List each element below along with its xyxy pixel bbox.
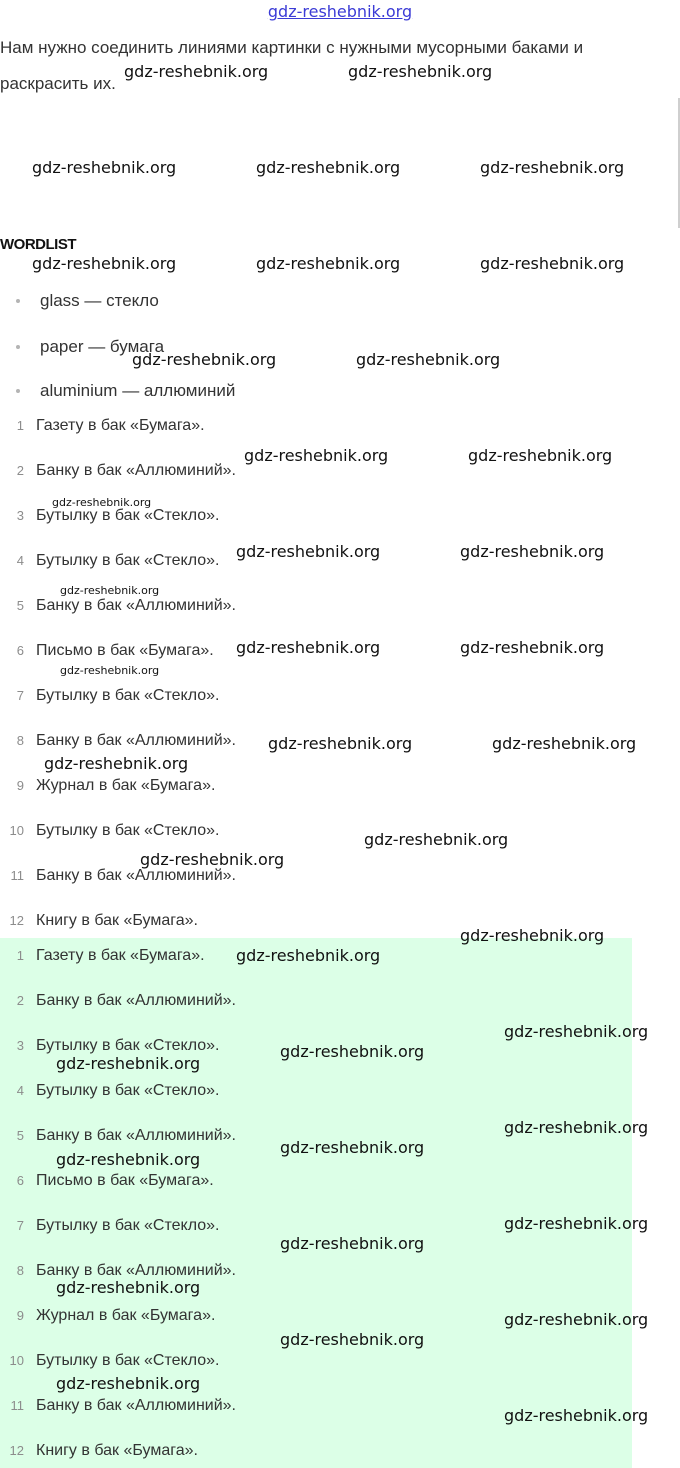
item-text: Книгу в бак «Бумага».: [36, 912, 198, 929]
watermark: gdz-reshebnik.org: [280, 1234, 425, 1253]
watermark: gdz-reshebnik.org: [356, 350, 501, 369]
item-number: 2: [16, 993, 24, 1008]
watermark: gdz-reshebnik.org: [140, 850, 285, 869]
watermark: gdz-reshebnik.org: [460, 542, 605, 561]
item-text: Газету в бак «Бумага».: [36, 947, 205, 964]
watermark: gdz-reshebnik.org: [52, 496, 152, 509]
item-number: 1: [16, 418, 24, 433]
item-text: Журнал в бак «Бумага».: [36, 1307, 216, 1324]
watermark: gdz-reshebnik.org: [56, 1374, 201, 1393]
watermark: gdz-reshebnik.org: [460, 638, 605, 657]
watermark: gdz-reshebnik.org: [480, 158, 625, 177]
item-number: 4: [16, 553, 24, 568]
item-number: 2: [16, 463, 24, 478]
item-number: 8: [16, 1263, 24, 1278]
watermark: gdz-reshebnik.org: [460, 926, 605, 945]
item-number: 10: [9, 823, 24, 838]
watermark: gdz-reshebnik.org: [256, 158, 401, 177]
item-text: Банку в бак «Аллюминий».: [36, 1262, 236, 1279]
item-number: 9: [16, 778, 24, 793]
watermark: gdz-reshebnik.org: [268, 734, 413, 753]
watermark: gdz-reshebnik.org: [236, 638, 381, 657]
item-text: Письмо в бак «Бумага».: [36, 642, 214, 659]
item-text: Бутылку в бак «Стекло».: [36, 1082, 220, 1099]
watermark: gdz-reshebnik.org: [244, 446, 389, 465]
item-number: 12: [9, 913, 24, 928]
watermark: gdz-reshebnik.org: [236, 542, 381, 561]
item-number: 3: [16, 508, 24, 523]
watermark: gdz-reshebnik.org: [504, 1310, 649, 1329]
item-text: Бутылку в бак «Стекло».: [36, 1217, 220, 1234]
item-number: 6: [16, 643, 24, 658]
item-text: Банку в бак «Аллюминий».: [36, 992, 236, 1009]
item-text: Банку в бак «Аллюминий».: [36, 867, 236, 884]
item-text: Бутылку в бак «Стекло».: [36, 552, 220, 569]
item-number: 7: [16, 688, 24, 703]
item-text: Бутылку в бак «Стекло».: [36, 1037, 220, 1054]
item-text: Банку в бак «Аллюминий».: [36, 732, 236, 749]
item-number: 4: [16, 1083, 24, 1098]
item-number: 11: [10, 1398, 24, 1413]
top-watermark-link[interactable]: gdz-reshebnik.org: [267, 2, 413, 21]
item-number: 5: [16, 1128, 24, 1143]
item-text: Журнал в бак «Бумага».: [36, 777, 216, 794]
wordlist-item-text: aluminium — аллюминий: [40, 381, 236, 400]
watermark: gdz-reshebnik.org: [504, 1406, 649, 1425]
item-number: 6: [16, 1173, 24, 1188]
watermark: gdz-reshebnik.org: [60, 664, 160, 677]
item-text: Бутылку в бак «Стекло».: [36, 822, 220, 839]
intro-paragraph: Нам нужно соединить линиями картинки с нужными мусорными баками и раскрасить их.: [0, 38, 584, 93]
bullet-icon: [16, 389, 20, 393]
item-number: 12: [9, 1443, 24, 1458]
watermark: gdz-reshebnik.org: [504, 1022, 649, 1041]
watermark: gdz-reshebnik.org: [256, 254, 401, 273]
item-number: 5: [16, 598, 24, 613]
watermark: gdz-reshebnik.org: [132, 350, 277, 369]
item-number: 3: [16, 1038, 24, 1053]
bullet-icon: [16, 299, 20, 303]
watermark: gdz-reshebnik.org: [364, 830, 509, 849]
item-number: 10: [9, 1353, 24, 1368]
watermark: gdz-reshebnik.org: [56, 1150, 201, 1169]
item-text: Бутылку в бак «Стекло».: [36, 1352, 220, 1369]
item-text: Банку в бак «Аллюминий».: [36, 462, 236, 479]
item-text: Бутылку в бак «Стекло».: [36, 687, 220, 704]
watermark: gdz-reshebnik.org: [56, 1278, 201, 1297]
bullet-icon: [16, 345, 20, 349]
watermark: gdz-reshebnik.org: [492, 734, 637, 753]
item-text: Банку в бак «Аллюминий».: [36, 1127, 236, 1144]
item-text: Бутылку в бак «Стекло».: [36, 507, 220, 524]
item-number: 9: [16, 1308, 24, 1323]
item-text: Банку в бак «Аллюминий».: [36, 597, 236, 614]
wordlist-item-text: glass — стекло: [40, 291, 159, 310]
wordlist-title: WORDLIST: [0, 236, 76, 253]
watermark: gdz-reshebnik.org: [124, 62, 269, 81]
item-text: Письмо в бак «Бумага».: [36, 1172, 214, 1189]
watermark: gdz-reshebnik.org: [280, 1330, 425, 1349]
item-number: 7: [16, 1218, 24, 1233]
item-text: Газету в бак «Бумага».: [36, 417, 205, 434]
watermark: gdz-reshebnik.org: [44, 754, 189, 773]
watermark: gdz-reshebnik.org: [32, 254, 177, 273]
item-number: 1: [16, 948, 24, 963]
item-number: 8: [16, 733, 24, 748]
item-text: Книгу в бак «Бумага».: [36, 1442, 198, 1459]
watermark: gdz-reshebnik.org: [280, 1042, 425, 1061]
watermark: gdz-reshebnik.org: [56, 1054, 201, 1073]
watermark: gdz-reshebnik.org: [280, 1138, 425, 1157]
watermark: gdz-reshebnik.org: [32, 158, 177, 177]
item-number: 11: [10, 868, 24, 883]
watermark: gdz-reshebnik.org: [348, 62, 493, 81]
watermark: gdz-reshebnik.org: [480, 254, 625, 273]
watermark: gdz-reshebnik.org: [468, 446, 613, 465]
watermark: gdz-reshebnik.org: [60, 584, 160, 597]
watermark: gdz-reshebnik.org: [236, 946, 381, 965]
wordlist-item-text: paper — бумага: [40, 337, 165, 356]
watermark: gdz-reshebnik.org: [504, 1214, 649, 1233]
item-text: Банку в бак «Аллюминий».: [36, 1397, 236, 1414]
watermark: gdz-reshebnik.org: [504, 1118, 649, 1137]
